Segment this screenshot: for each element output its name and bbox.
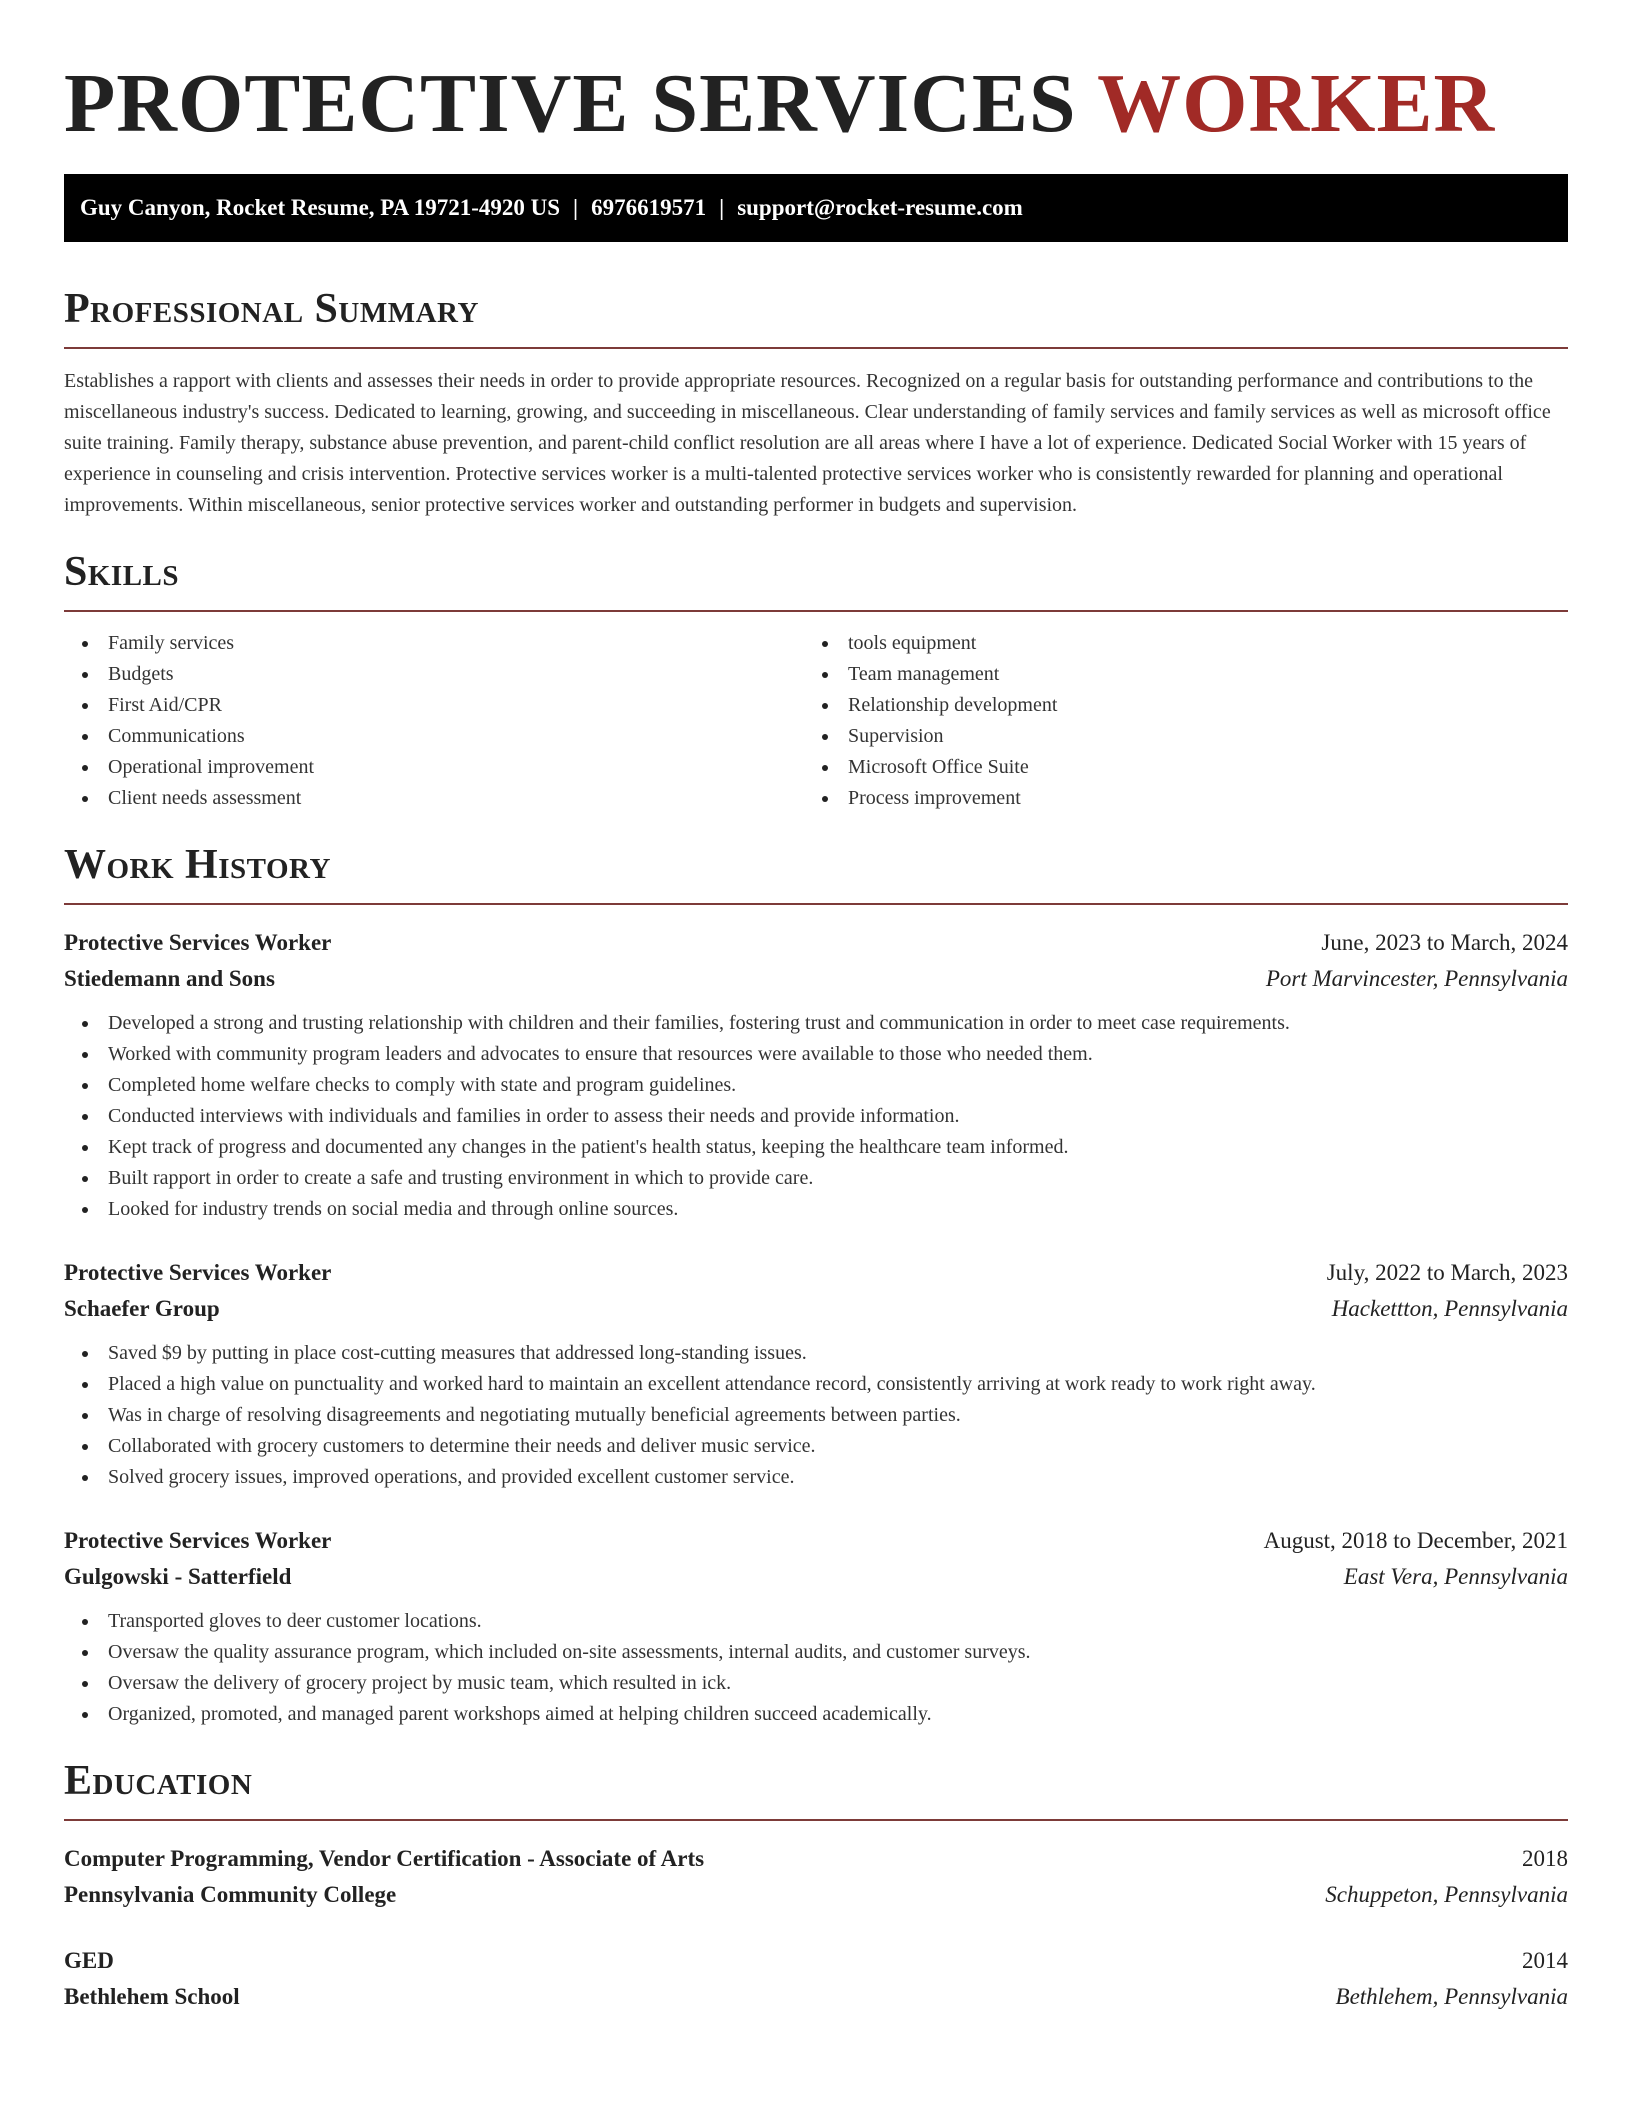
job-dates: August, 2018 to December, 2021: [1263, 1528, 1568, 1553]
contact-email: support@rocket-resume.com: [737, 195, 1023, 220]
skill-item: First Aid/CPR: [64, 690, 804, 721]
job-bullet: Oversaw the delivery of grocery project by music team, which resulted in ick.: [64, 1668, 1568, 1699]
job-bullet: Conducted interviews with individuals and families in order to assess their needs and provide information.: [64, 1101, 1568, 1132]
job-bullet: Placed a high value on punctuality and worked hard to maintain an excellent attendance record, consistently arriving at work ready to work right away.: [64, 1369, 1568, 1400]
job-company: Gulgowski - Satterfield: [64, 1564, 292, 1589]
skills-list: [64, 628, 1568, 814]
education-location: Schuppeton, Pennsylvania: [1325, 1882, 1568, 1907]
summary-text: Establishes a rapport with clients and assesses their needs in order to provide appropriate resources. Recognized on a regular basis for outstanding performance and contributions to the miscellaneous industry's success. Dedicated to learning, growing, and succeeding in miscellaneous. Clear understanding of family services and family services as well as microsoft office suite training. Family therapy, substance abuse prevention, and parent-child conflict resolution are all areas where I have a lot of experience. Dedicated Social Worker with 15 years of experience in counseling and crisis intervention. Protective services worker is a multi-talented protective services worker who is consistently rewarded for planning and operational improvements. Within miscellaneous, senior protective services worker and outstanding performer in budgets and supervision.: [64, 370, 1551, 516]
skill-item: Relationship development: [804, 690, 1544, 721]
summary-section: [64, 284, 1568, 521]
section-divider: [64, 903, 1568, 905]
skills-column-right: [804, 628, 1544, 814]
job-bullet: Completed home welfare checks to comply with state and program guidelines.: [64, 1070, 1568, 1101]
job-entry: [64, 1523, 1568, 1730]
job-title: Protective Services Worker: [64, 1528, 332, 1553]
job-title: Protective Services Worker: [64, 1260, 332, 1285]
skill-item: Operational improvement: [64, 752, 804, 783]
section-heading-summary: Professional Summary: [64, 286, 479, 332]
section-divider: [64, 610, 1568, 612]
job-header: [64, 1255, 1568, 1291]
page-title: [64, 0, 1568, 150]
resume-page: [64, 0, 1568, 2015]
job-company: Schaefer Group: [64, 1296, 220, 1321]
skill-item: tools equipment: [804, 628, 1544, 659]
section-heading-skills: Skills: [64, 549, 180, 595]
skills-column-left: [64, 628, 804, 814]
skill-item: Budgets: [64, 659, 804, 690]
job-subheader: [64, 1559, 1568, 1595]
education-entry: [64, 1841, 1568, 1913]
education-entry: [64, 1943, 1568, 2015]
skill-item: Communications: [64, 721, 804, 752]
education-section: [64, 1756, 1568, 2015]
job-bullets: [64, 1338, 1568, 1493]
education-degree: GED: [64, 1948, 114, 1973]
job-entry: [64, 1255, 1568, 1493]
skill-item: Microsoft Office Suite: [804, 752, 1544, 783]
section-heading-work-history: Work History: [64, 842, 331, 888]
contact-phone: 6976619571: [591, 195, 707, 220]
job-header: [64, 925, 1568, 961]
skill-item: Supervision: [804, 721, 1544, 752]
job-bullet: Kept track of progress and documented any changes in the patient's health status, keeping the healthcare team informed.: [64, 1132, 1568, 1163]
education-location: Bethlehem, Pennsylvania: [1335, 1984, 1568, 2009]
education-year: 2018: [1522, 1846, 1568, 1871]
job-title: Protective Services Worker: [64, 930, 332, 955]
education-school: Pennsylvania Community College: [64, 1882, 397, 1907]
job-subheader: [64, 1291, 1568, 1327]
skills-section: [64, 547, 1568, 814]
section-heading-education: Education: [64, 1758, 253, 1804]
section-divider: [64, 1819, 1568, 1821]
title-accent: WORKER: [1097, 57, 1496, 150]
job-entry: [64, 925, 1568, 1225]
education-header: [64, 1841, 1568, 1877]
skill-item: Team management: [804, 659, 1544, 690]
job-location: East Vera, Pennsylvania: [1343, 1564, 1568, 1589]
skill-item: Family services: [64, 628, 804, 659]
job-subheader: [64, 961, 1568, 997]
job-bullet: Collaborated with grocery customers to determine their needs and deliver music service.: [64, 1431, 1568, 1462]
job-bullet: Developed a strong and trusting relationship with children and their families, fostering trust and communication in order to meet case requirements.: [64, 1008, 1568, 1039]
skill-item: Client needs assessment: [64, 783, 804, 814]
contact-separator: |: [719, 195, 725, 220]
job-bullet: Transported gloves to deer customer locations.: [64, 1606, 1568, 1637]
education-subheader: [64, 1877, 1568, 1913]
education-subheader: [64, 1979, 1568, 2015]
job-dates: July, 2022 to March, 2023: [1326, 1260, 1568, 1285]
education-degree: Computer Programming, Vendor Certification - Associate of Arts: [64, 1846, 705, 1871]
education-year: 2014: [1522, 1948, 1568, 1973]
job-location: Port Marvincester, Pennsylvania: [1265, 966, 1568, 991]
job-bullets: [64, 1008, 1568, 1225]
skill-item: Process improvement: [804, 783, 1544, 814]
job-company: Stiedemann and Sons: [64, 966, 275, 991]
job-bullets: [64, 1606, 1568, 1730]
section-divider: [64, 347, 1568, 349]
job-bullet: Was in charge of resolving disagreements and negotiating mutually beneficial agreements between parties.: [64, 1400, 1568, 1431]
job-dates: June, 2023 to March, 2024: [1321, 930, 1568, 955]
job-bullet: Organized, promoted, and managed parent workshops aimed at helping children succeed academically.: [64, 1699, 1568, 1730]
contact-address: Guy Canyon, Rocket Resume, PA 19721-4920 US: [80, 195, 561, 220]
contact-bar: [64, 174, 1568, 242]
title-main: PROTECTIVE SERVICES: [64, 57, 1077, 150]
job-bullet: Solved grocery issues, improved operations, and provided excellent customer service.: [64, 1462, 1568, 1493]
job-bullet: Looked for industry trends on social media and through online sources.: [64, 1194, 1568, 1225]
education-header: [64, 1943, 1568, 1979]
contact-separator: |: [573, 195, 579, 220]
job-location: Hackettton, Pennsylvania: [1331, 1296, 1568, 1321]
work-history-section: [64, 840, 1568, 1730]
job-bullet: Saved $9 by putting in place cost-cutting measures that addressed long-standing issues.: [64, 1338, 1568, 1369]
education-school: Bethlehem School: [64, 1984, 240, 2009]
job-header: [64, 1523, 1568, 1559]
job-bullet: Worked with community program leaders and advocates to ensure that resources were available to those who needed them.: [64, 1039, 1568, 1070]
job-bullet: Oversaw the quality assurance program, which included on-site assessments, internal audits, and customer surveys.: [64, 1637, 1568, 1668]
job-bullet: Built rapport in order to create a safe and trusting environment in which to provide care.: [64, 1163, 1568, 1194]
